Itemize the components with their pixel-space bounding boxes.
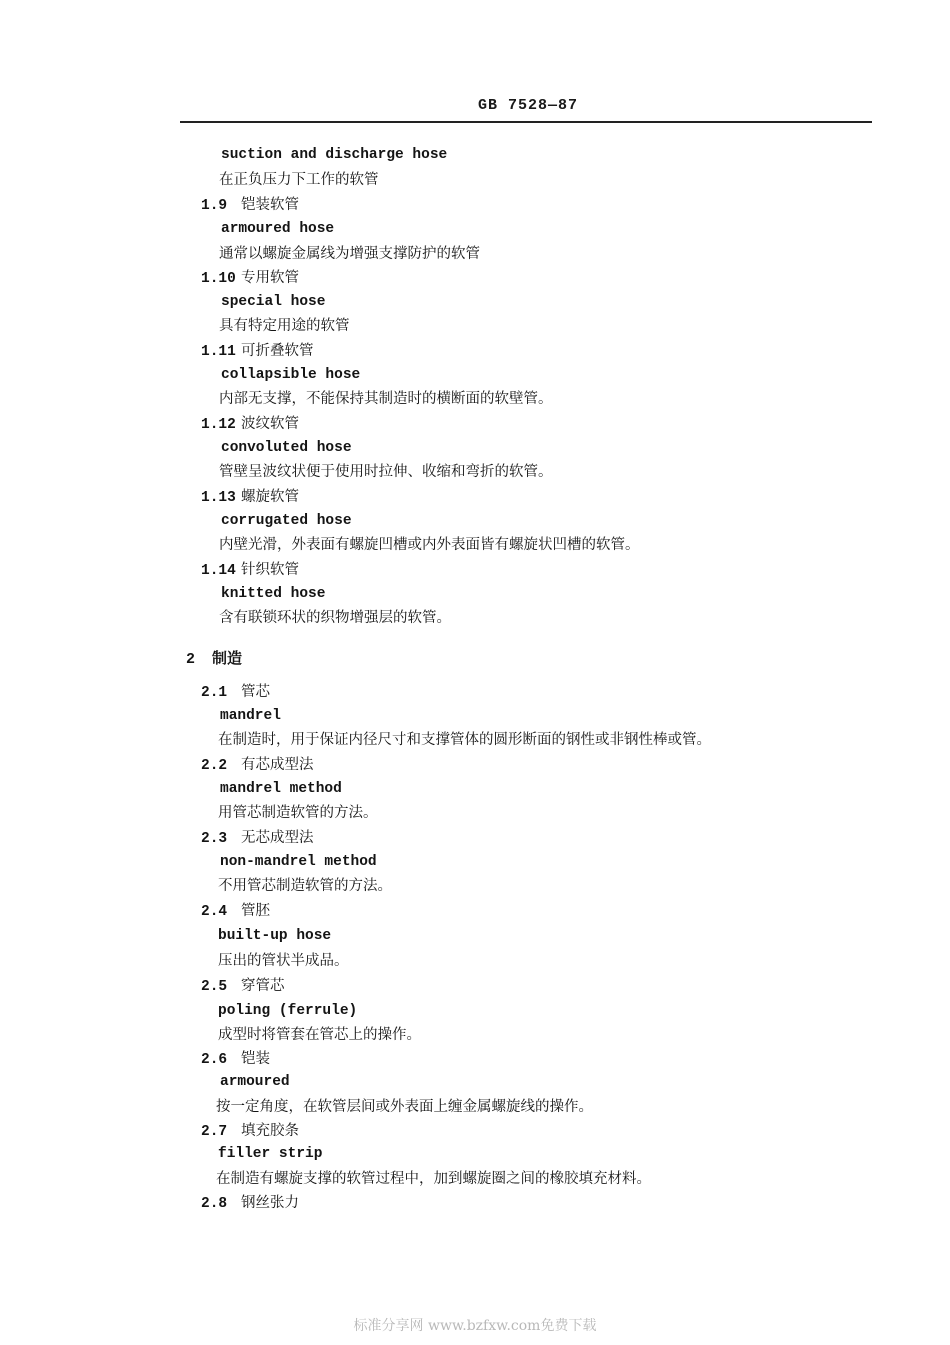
entry-heading <box>201 415 299 434</box>
entry-heading <box>201 756 314 775</box>
entry-heading <box>201 342 314 361</box>
entry-term: 铠装 <box>241 1051 270 1067</box>
entry-definition: 在制造时，用于保证内径尺寸和支撑管体的圆形断面的钢性或非钢性棒或管。 <box>218 732 711 748</box>
entry-term: 针织软管 <box>241 562 299 578</box>
entry-number: 1.9 <box>201 198 228 214</box>
entry-heading <box>201 683 270 702</box>
entry-english: poling (ferrule) <box>218 1003 358 1019</box>
entry-number: 1.12 <box>201 417 236 433</box>
entry-english: knitted hose <box>221 586 326 602</box>
entry-definition: 成型时将管套在管芯上的操作。 <box>218 1027 421 1043</box>
entry-number: 2.3 <box>201 831 228 847</box>
entry-heading <box>201 829 314 848</box>
entry-term: 有芯成型法 <box>241 757 314 773</box>
entry-heading <box>201 977 285 996</box>
entry-english: convoluted hose <box>221 440 352 456</box>
section-heading <box>186 647 242 668</box>
entry-number: 1.10 <box>201 271 236 287</box>
entry-number: 2.2 <box>201 758 228 774</box>
entry-term: 可折叠软管 <box>241 343 314 359</box>
entry-heading <box>201 1050 270 1069</box>
entry-english: special hose <box>221 294 326 310</box>
entry-definition: 内壁光滑，外表面有螺旋凹槽或内外表面皆有螺旋状凹槽的软管。 <box>219 537 640 553</box>
entry-definition: 内部无支撑，不能保持其制造时的横断面的软壁管。 <box>219 391 553 407</box>
entry-english: filler strip <box>218 1146 323 1162</box>
entry-definition: 在正负压力下工作的软管 <box>219 172 379 188</box>
entry-heading <box>201 902 270 921</box>
entry-number: 2.1 <box>201 685 228 701</box>
entry-term: 钢丝张力 <box>241 1195 299 1211</box>
entry-term: 铠装软管 <box>241 197 299 213</box>
entry-english: mandrel method <box>220 781 342 797</box>
entry-english: suction and discharge hose <box>221 147 448 163</box>
entry-number: 2.7 <box>201 1124 228 1140</box>
entry-term: 管芯 <box>241 684 270 700</box>
standard-code-header: GB 7528—87 <box>478 97 579 114</box>
entry-definition: 在制造有螺旋支撑的软管过程中，加到螺旋圈之间的橡胶填充材料。 <box>216 1171 651 1187</box>
entry-term: 螺旋软管 <box>241 489 299 505</box>
entry-english: non-mandrel method <box>220 854 377 870</box>
entry-number: 1.11 <box>201 344 236 360</box>
entry-definition: 管壁呈波纹状便于使用时拉伸、收缩和弯折的软管。 <box>219 464 553 480</box>
entry-definition: 压出的管状半成品。 <box>218 953 349 969</box>
entry-heading <box>201 561 299 580</box>
entry-term: 穿管芯 <box>241 978 285 994</box>
entry-number: 2.4 <box>201 904 228 920</box>
entry-english: collapsible hose <box>221 367 361 383</box>
entry-definition: 用管芯制造软管的方法。 <box>218 805 378 821</box>
entry-english: built-up hose <box>218 928 332 944</box>
watermark-footer: 标准分享网 www.bzfxw.com免费下载 <box>353 1318 597 1334</box>
entry-heading <box>201 1122 299 1141</box>
entry-english: armoured hose <box>221 221 335 237</box>
header-rule <box>180 121 872 123</box>
entry-definition: 不用管芯制造软管的方法。 <box>218 878 392 894</box>
entry-definition: 按一定角度，在软管层间或外表面上缠金属螺旋线的操作。 <box>216 1099 593 1115</box>
entry-number: 2.8 <box>201 1196 228 1212</box>
entry-definition: 具有特定用途的软管 <box>219 318 350 334</box>
entry-heading <box>201 269 299 288</box>
entry-heading <box>201 196 299 215</box>
entry-term: 无芯成型法 <box>241 830 314 846</box>
entry-number: 2.6 <box>201 1052 228 1068</box>
entry-term: 专用软管 <box>241 270 299 286</box>
section-number: 2 <box>186 651 196 668</box>
entry-number: 1.14 <box>201 563 236 579</box>
entry-english: mandrel <box>220 708 281 724</box>
entry-number: 1.13 <box>201 490 236 506</box>
section-title: 制造 <box>212 649 243 667</box>
entry-term: 管胚 <box>241 903 270 919</box>
entry-definition: 通常以螺旋金属线为增强支撑防护的软管 <box>219 246 480 262</box>
entry-english: corrugated hose <box>221 513 352 529</box>
entry-term: 填充胶条 <box>241 1123 299 1139</box>
entry-heading <box>201 488 299 507</box>
entry-heading <box>201 1194 299 1213</box>
entry-english: armoured <box>220 1074 290 1090</box>
entry-definition: 含有联锁环状的织物增强层的软管。 <box>219 610 451 626</box>
entry-term: 波纹软管 <box>241 416 299 432</box>
entry-number: 2.5 <box>201 979 228 995</box>
